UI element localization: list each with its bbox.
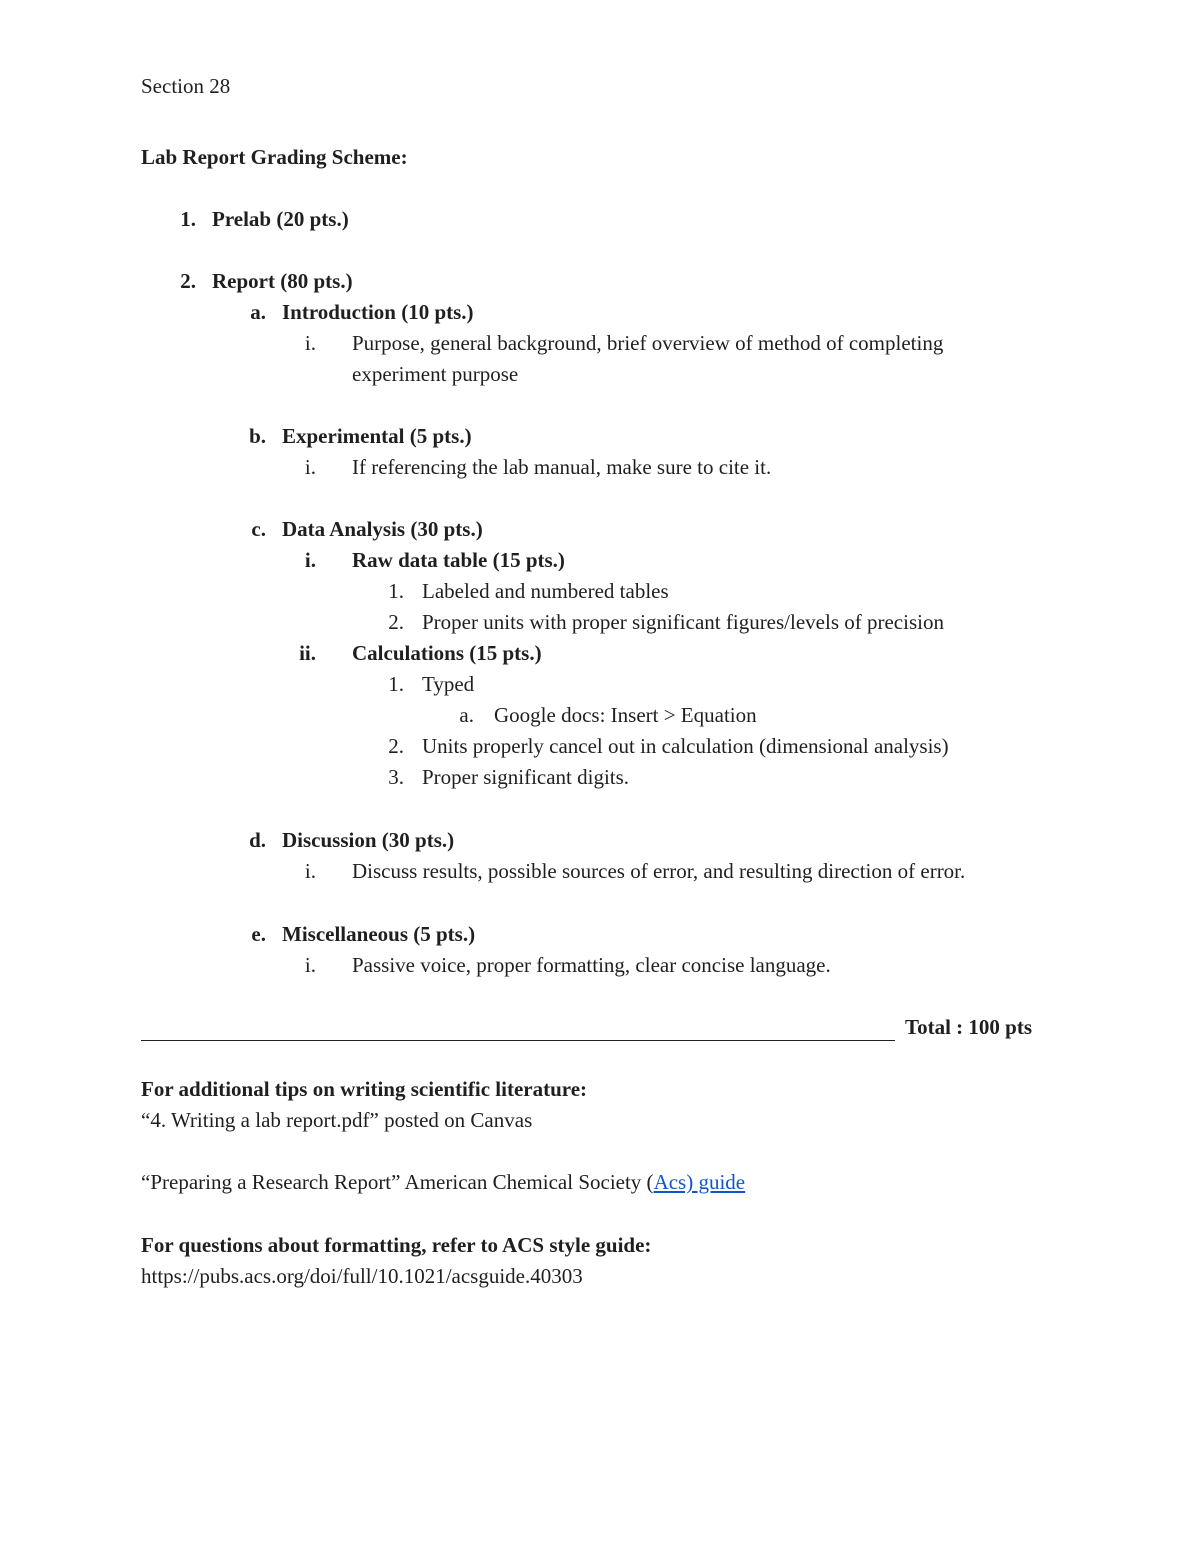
acs-guide-link[interactable]: Acs) guide xyxy=(653,1170,746,1194)
list-marker: a. xyxy=(250,300,266,324)
list-marker: 1. xyxy=(388,579,404,603)
list-marker: 1. xyxy=(180,207,196,231)
list-marker: b. xyxy=(249,424,266,448)
misc-detail: Passive voice, proper formatting, clear concise language. xyxy=(352,953,831,977)
acs-resource-text: “Preparing a Research Report” American Chemical Society ( xyxy=(141,1170,654,1194)
list-marker: i. xyxy=(304,331,316,355)
acs-resource xyxy=(141,1168,745,1196)
list-marker: e. xyxy=(251,922,266,946)
tips-heading: For additional tips on writing scientific literature: xyxy=(141,1077,588,1101)
calc-point: Proper significant digits. xyxy=(422,765,630,789)
item-prelab: Prelab (20 pts.) xyxy=(212,207,349,231)
list-marker: 2. xyxy=(388,734,404,758)
calc-subpoint: Google docs: Insert > Equation xyxy=(494,703,757,727)
list-marker: i. xyxy=(304,455,316,479)
canvas-resource: “4. Writing a lab report.pdf” posted on Canvas xyxy=(141,1108,533,1132)
page-title: Lab Report Grading Scheme: xyxy=(141,145,408,169)
experimental-detail: If referencing the lab manual, make sure to cite it. xyxy=(352,455,772,479)
list-marker: 2. xyxy=(180,269,196,293)
formatting-heading: For questions about formatting, refer to ACS style guide: xyxy=(141,1233,652,1257)
list-marker: i. xyxy=(304,548,316,572)
list-marker: d. xyxy=(249,828,266,852)
list-marker: i. xyxy=(304,859,316,883)
item-calculations: Calculations (15 pts.) xyxy=(352,641,542,665)
list-marker: 1. xyxy=(388,672,404,696)
intro-detail-line-1: Purpose, general background, brief overview of method of completing xyxy=(352,331,944,355)
item-discussion: Discussion (30 pts.) xyxy=(282,828,455,852)
item-miscellaneous: Miscellaneous (5 pts.) xyxy=(282,922,476,946)
total-divider xyxy=(141,1040,895,1041)
item-raw-data-table: Raw data table (15 pts.) xyxy=(352,548,565,572)
calc-point: Typed xyxy=(422,672,475,696)
raw-data-point: Proper units with proper significant figures/levels of precision xyxy=(422,610,944,634)
raw-data-point: Labeled and numbered tables xyxy=(422,579,669,603)
list-marker: 2. xyxy=(388,610,404,634)
list-marker: i. xyxy=(304,953,316,977)
list-marker: a. xyxy=(459,703,474,727)
item-report: Report (80 pts.) xyxy=(212,269,353,293)
list-marker: c. xyxy=(251,517,266,541)
item-introduction: Introduction (10 pts.) xyxy=(282,300,474,324)
section-label: Section 28 xyxy=(141,74,231,98)
calc-point: Units properly cancel out in calculation (dimensional analysis) xyxy=(422,734,949,758)
item-experimental: Experimental (5 pts.) xyxy=(282,424,472,448)
intro-detail-line-2: experiment purpose xyxy=(352,362,519,386)
discussion-detail: Discuss results, possible sources of error, and resulting direction of error. xyxy=(352,859,966,883)
total-points: Total : 100 pts xyxy=(905,1015,1032,1039)
acs-style-guide-url: https://pubs.acs.org/doi/full/10.1021/acsguide.40303 xyxy=(141,1264,583,1288)
item-data-analysis: Data Analysis (30 pts.) xyxy=(282,517,483,541)
list-marker: 3. xyxy=(388,765,404,789)
list-marker: ii. xyxy=(299,641,316,665)
